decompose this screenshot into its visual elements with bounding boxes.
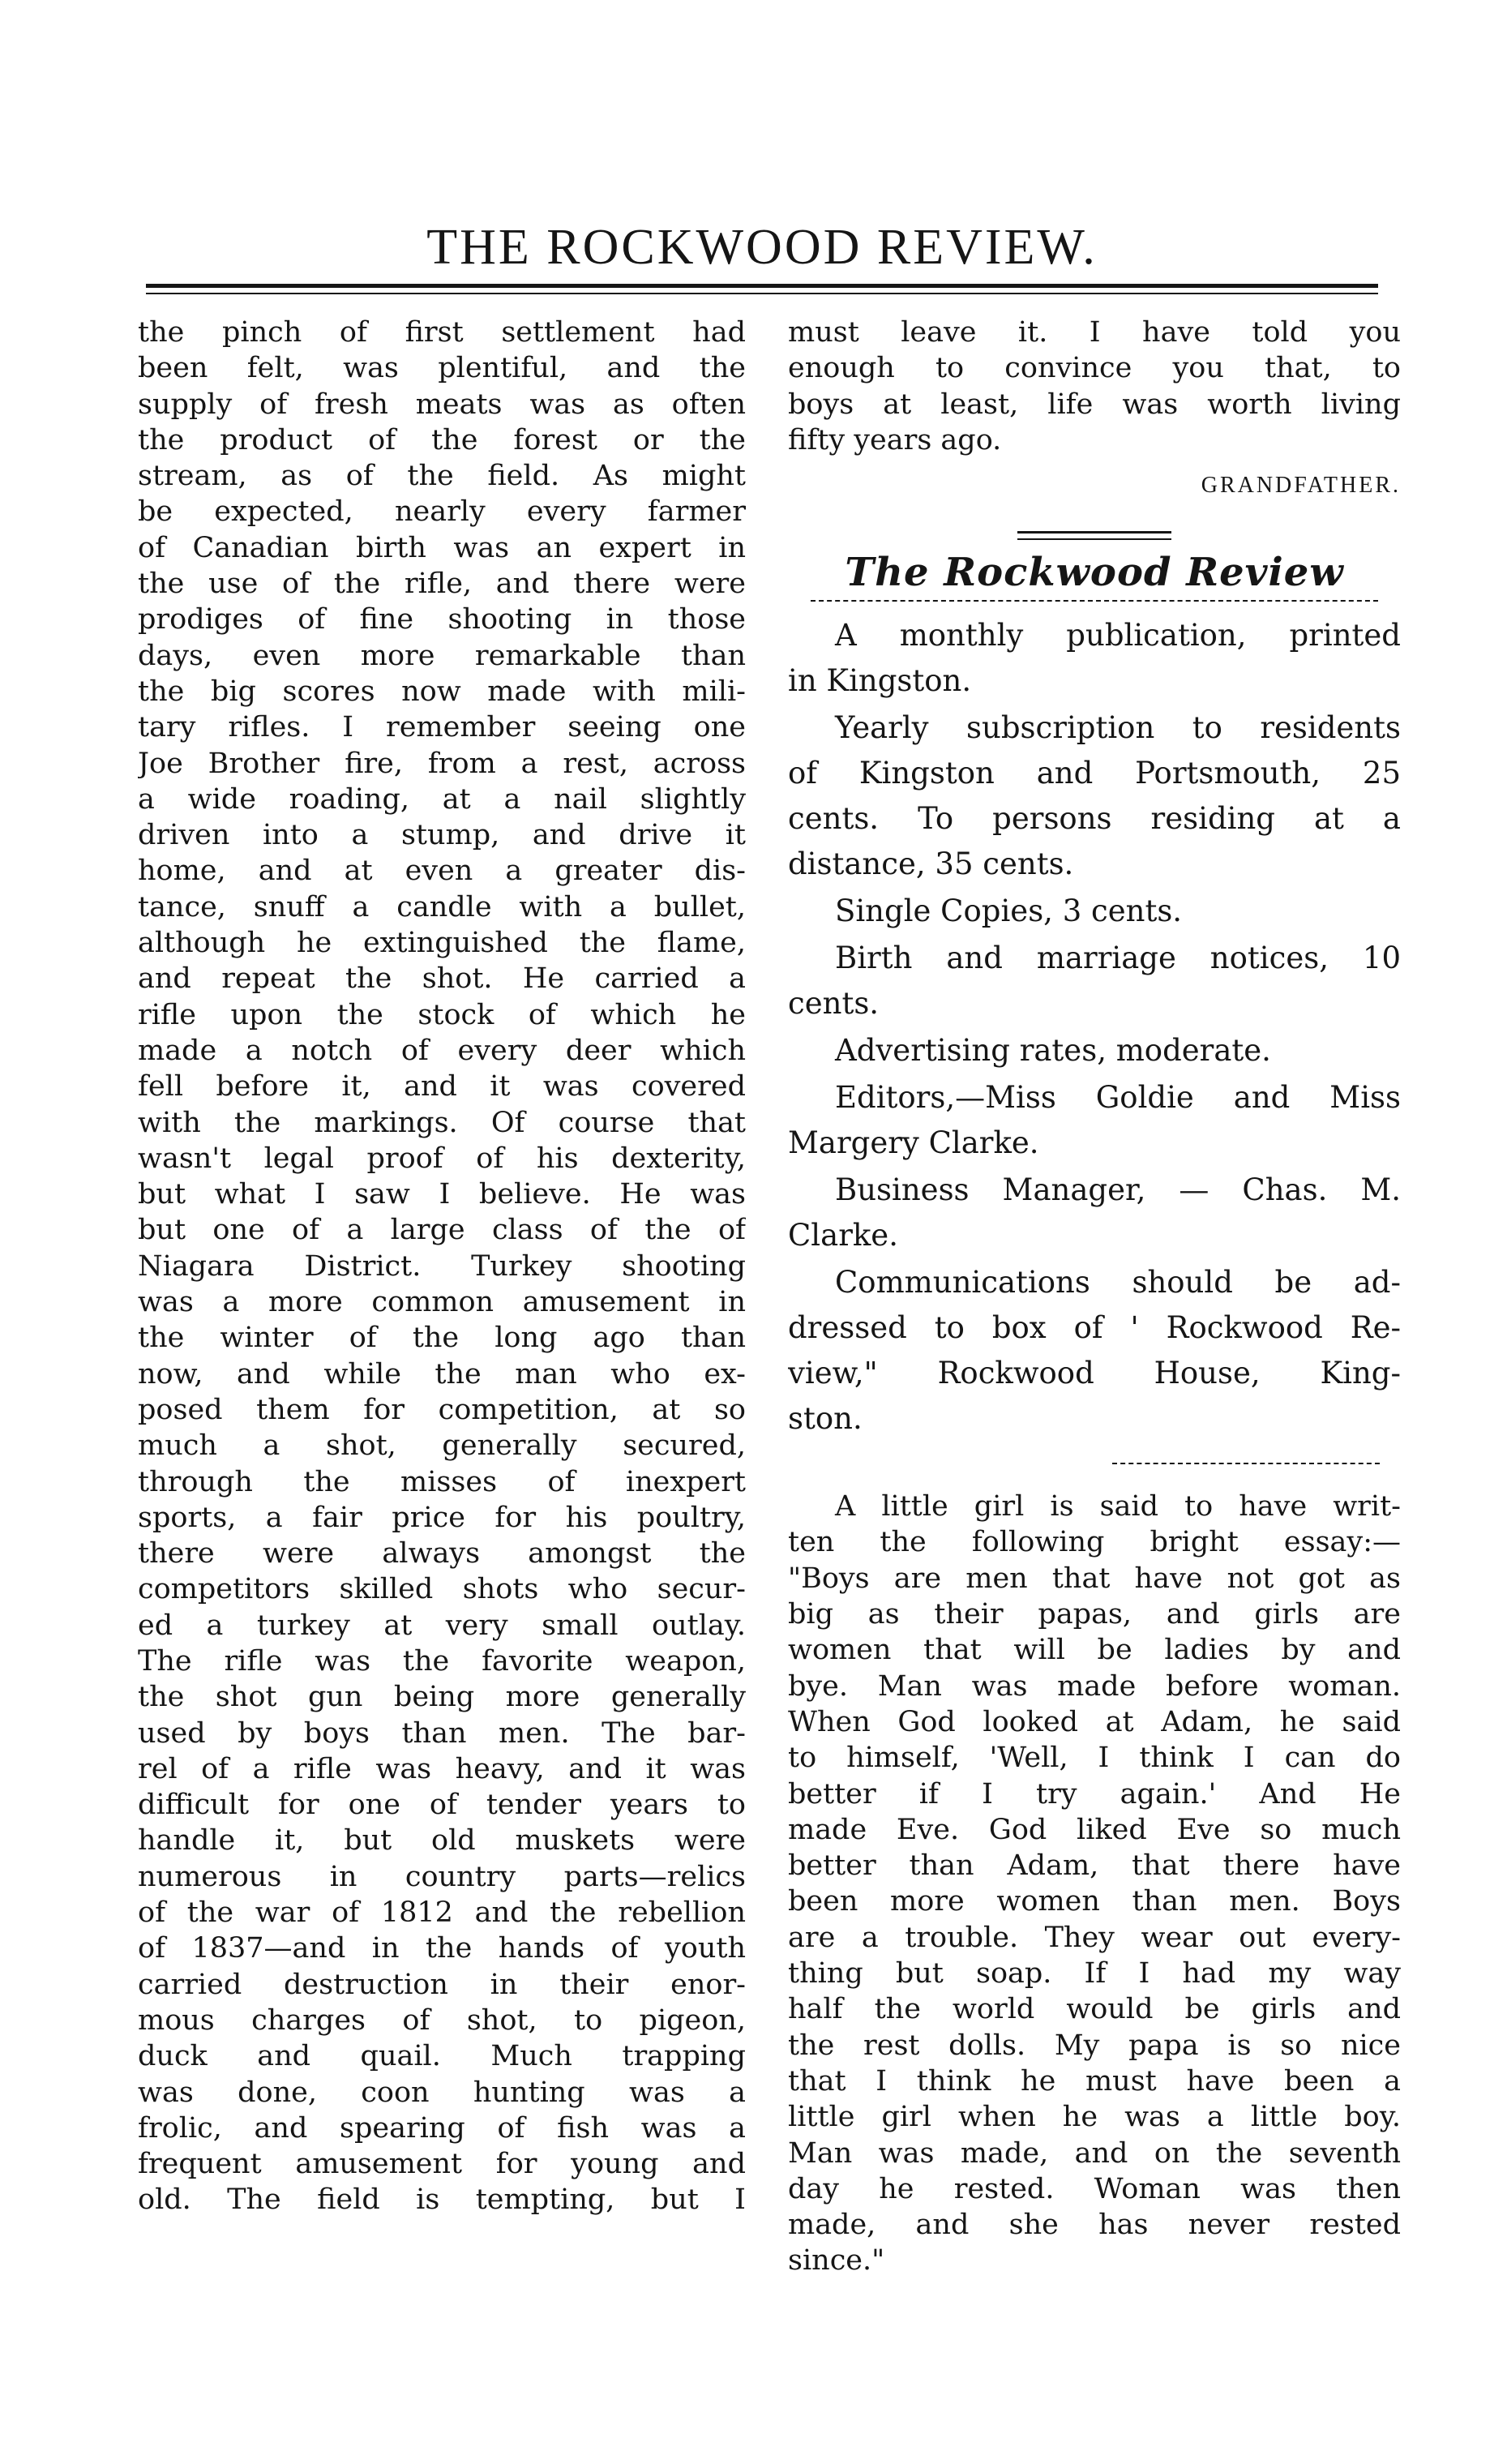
info-item — [788, 889, 1401, 934]
section-divider — [1017, 531, 1171, 534]
text-line: sports, a fair price for his poultry, — [138, 1501, 746, 1534]
info-line: view," Rockwood House, King- — [788, 1356, 1401, 1391]
text-line: driven into a stump, and drive it — [138, 819, 746, 852]
text-line: better than Adam, that there have — [788, 1849, 1401, 1883]
text-line: Niagara District. Turkey shooting — [138, 1249, 746, 1283]
info-line: Clarke. — [788, 1218, 898, 1253]
info-line: Birth and marriage notices, 10 — [835, 941, 1401, 976]
text-line: Man was made, and on the seventh — [788, 2136, 1401, 2170]
text-line: the product of the forest or the — [138, 423, 746, 456]
info-line: cents. — [788, 986, 880, 1022]
text-line: been more women than men. Boys — [788, 1885, 1401, 1918]
text-line: rifle upon the stock of which he — [138, 998, 746, 1031]
info-line: cents. To persons residing at a — [788, 801, 1401, 837]
text-line: ten the following bright essay:— — [788, 1526, 1401, 1559]
text-line: fell before it, and it was covered — [138, 1070, 746, 1103]
text-line: with the markings. Of course that — [138, 1106, 746, 1139]
text-line: difficult for one of tender years to — [138, 1789, 746, 1822]
letter-ending-text — [788, 315, 1401, 458]
header-rule-thick — [146, 284, 1378, 288]
text-line: half the world would be girls and — [788, 1993, 1401, 2026]
title-underline-rule — [811, 600, 1378, 602]
info-line: Communications should be ad- — [835, 1265, 1401, 1301]
text-line: frequent amusement for young and — [138, 2148, 746, 2181]
text-line: bye. Man was made before woman. — [788, 1669, 1401, 1703]
essay-separator — [1112, 1463, 1380, 1464]
text-line: now, and while the man who ex- — [138, 1357, 746, 1391]
text-line: day he rested. Woman was then — [788, 2172, 1401, 2205]
text-line: much a shot, generally secured, — [138, 1429, 746, 1463]
left-column — [138, 315, 746, 2218]
text-line: numerous in country parts—relics — [138, 1860, 746, 1893]
text-line: big as their papas, and girls are — [788, 1598, 1401, 1631]
text-line: little girl when he was a little boy. — [788, 2101, 1401, 2134]
info-line: Margery Clarke. — [788, 1125, 1039, 1161]
info-line: Single Copies, 3 cents. — [835, 893, 1183, 929]
text-line: tary rifles. I remember seeing one — [138, 711, 746, 744]
info-line: Yearly subscription to residents — [835, 710, 1401, 746]
text-line: a wide roading, at a nail slightly — [138, 782, 746, 816]
text-line: to himself, 'Well, I think I can do — [788, 1742, 1401, 1775]
text-line: that I think he must have been a — [788, 2064, 1401, 2098]
text-line: home, and at even a greater dis- — [138, 855, 746, 888]
left-column-text — [138, 315, 746, 2218]
text-line: stream, as of the field. As might — [138, 460, 746, 493]
info-line: dressed to box of ' Rockwood Re- — [788, 1310, 1401, 1346]
text-line: Joe Brother fire, from a rest, across — [138, 747, 746, 780]
right-column — [788, 315, 1401, 2279]
page-header-title: THE ROCKWOOD REVIEW. — [426, 220, 1098, 275]
text-line: and repeat the shot. He carried a — [138, 962, 746, 996]
info-item — [788, 1260, 1401, 1442]
text-line: rel of a rifle was heavy, and it was — [138, 1752, 746, 1785]
text-line: there were always amongst the — [138, 1537, 746, 1571]
text-line: "Boys are men that have not got as — [788, 1562, 1401, 1595]
text-line: must leave it. I have told you — [788, 316, 1401, 349]
text-line: posed them for competition, at so — [138, 1393, 746, 1426]
text-line: of the war of 1812 and the rebellion — [138, 1896, 746, 1930]
essay-text — [788, 1489, 1401, 2279]
text-line: through the misses of inexpert — [138, 1465, 746, 1498]
text-line: wasn't legal proof of his dexterity, — [138, 1142, 746, 1175]
text-line: ed a turkey at very small outlay. — [138, 1609, 746, 1642]
text-line: been felt, was plentiful, and the — [138, 352, 746, 385]
text-line: tance, snuff a candle with a bullet, — [138, 890, 746, 923]
text-line: competitors skilled shots who secur- — [138, 1573, 746, 1606]
header-rule-thin — [146, 293, 1378, 294]
info-line: Advertising rates, moderate. — [835, 1033, 1271, 1069]
text-line: are a trouble. They wear out every- — [788, 1921, 1401, 1954]
text-line: made Eve. God liked Eve so much — [788, 1813, 1401, 1846]
text-line: but what I saw I believe. He was — [138, 1178, 746, 1211]
text-line: the use of the rifle, and there were — [138, 568, 746, 601]
text-line: the winter of the long ago than — [138, 1322, 746, 1355]
info-line: A monthly publication, printed — [835, 618, 1401, 653]
text-line: handle it, but old muskets were — [138, 1824, 746, 1858]
text-line: was done, coon hunting was a — [138, 2076, 746, 2109]
info-line: in Kingston. — [788, 663, 972, 699]
text-line: women that will be ladies by and — [788, 1634, 1401, 1667]
text-line: was a more common amusement in — [138, 1286, 746, 1319]
text-line: boys at least, life was worth living — [788, 388, 1401, 421]
text-line: made, and she has never rested — [788, 2209, 1401, 2242]
text-line: although he extinguished the flame, — [138, 927, 746, 960]
text-line: carried destruction in their enor- — [138, 1968, 746, 2001]
text-line: The rifle was the favorite weapon, — [138, 1644, 746, 1678]
text-line: A little girl is said to have writ- — [835, 1490, 1401, 1523]
info-item — [788, 613, 1401, 704]
text-line: enough to convince you that, to — [788, 352, 1401, 385]
text-line: mous charges of shot, to pigeon, — [138, 2003, 746, 2037]
text-line: but one of a large class of the of — [138, 1214, 746, 1247]
text-line: of 1837—and in the hands of youth — [138, 1932, 746, 1965]
text-line: supply of fresh meats was as often — [138, 388, 746, 421]
info-item — [788, 1075, 1401, 1166]
info-item — [788, 1168, 1401, 1258]
text-line: the shot gun being more generally — [138, 1681, 746, 1714]
text-line: the big scores now made with mili- — [138, 675, 746, 708]
text-line: used by boys than men. The bar- — [138, 1716, 746, 1750]
text-line: old. The field is tempting, but I — [138, 2183, 746, 2217]
text-line: better if I try again.' And He — [788, 1777, 1401, 1811]
text-line: When God looked at Adam, he said — [788, 1705, 1401, 1738]
review-section-title: The Rockwood Review — [845, 550, 1344, 596]
text-line: of Canadian birth was an expert in — [138, 531, 746, 564]
text-line: days, even more remarkable than — [138, 639, 746, 672]
text-line: fifty years ago. — [788, 423, 1002, 456]
info-line: of Kingston and Portsmouth, 25 — [788, 756, 1401, 791]
text-line: duck and quail. Much trapping — [138, 2040, 746, 2073]
text-line: since." — [788, 2244, 885, 2278]
text-line: frolic, and spearing of fish was a — [138, 2111, 746, 2145]
info-line: distance, 35 cents. — [788, 846, 1074, 882]
info-line: ston. — [788, 1401, 863, 1437]
text-line: be expected, nearly every farmer — [138, 495, 746, 529]
section-divider-thin — [1017, 538, 1171, 540]
info-line: Business Manager, — Chas. M. — [835, 1172, 1401, 1208]
info-item — [788, 1028, 1401, 1073]
letter-signature: GRANDFATHER. — [1201, 473, 1401, 499]
info-item — [788, 936, 1401, 1026]
publication-info — [788, 613, 1401, 1442]
text-line: thing but soap. If I had my way — [788, 1957, 1401, 1990]
text-line: made a notch of every deer which — [138, 1034, 746, 1067]
text-line: the rest dolls. My papa is so nice — [788, 2029, 1401, 2062]
text-line: the pinch of first settlement had — [138, 316, 746, 349]
info-line: Editors,—Miss Goldie and Miss — [835, 1080, 1401, 1116]
info-item — [788, 705, 1401, 887]
text-line: prodiges of fine shooting in those — [138, 603, 746, 636]
